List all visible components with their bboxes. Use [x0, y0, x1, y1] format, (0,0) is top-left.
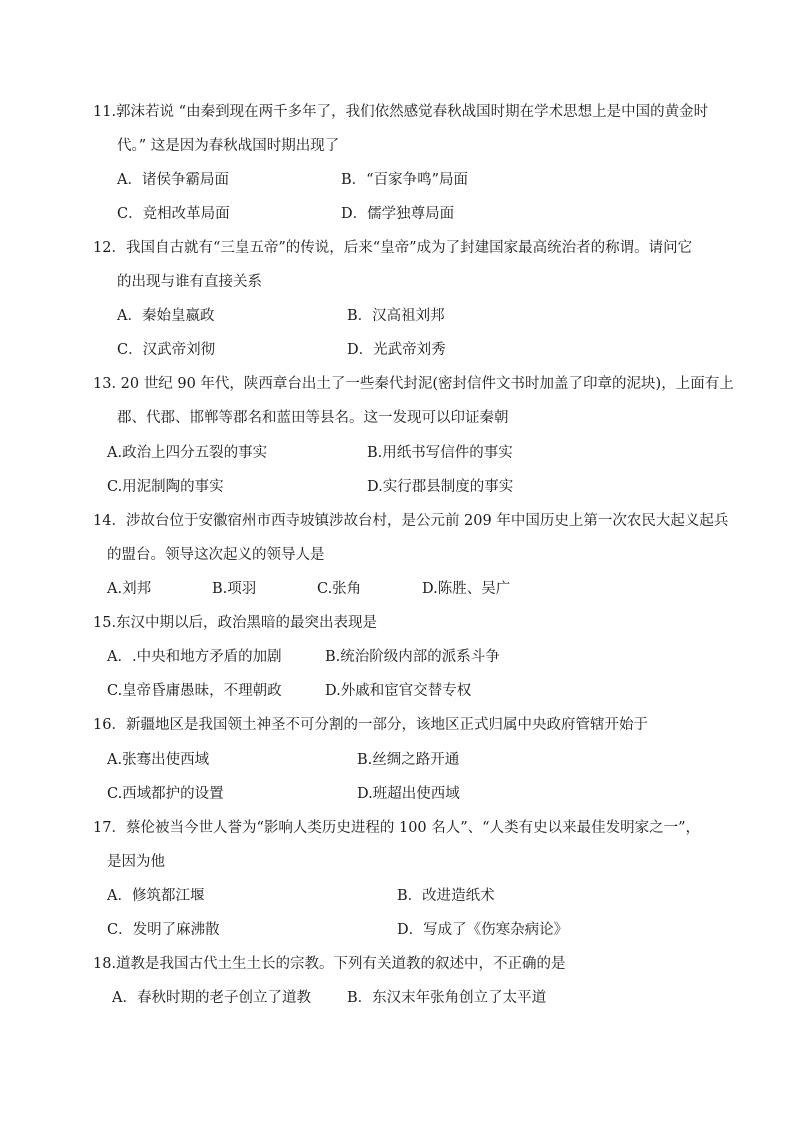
- q17-option-a: A．修筑都江堰: [107, 888, 205, 904]
- q12-option-d: D．光武帝刘秀: [347, 342, 446, 358]
- q15-option-a: A．.中央和地方矛盾的加剧: [107, 649, 282, 665]
- q14-option-d: D.陈胜、吴广: [422, 581, 511, 597]
- q16-option-d: D.班超出使西域: [357, 786, 460, 802]
- q11-option-a: A．诸侯争霸局面: [117, 172, 229, 188]
- q14-option-b: B.项羽: [212, 581, 257, 597]
- q16-option-a: A.张骞出使西域: [107, 752, 210, 768]
- q17-option-d: D．写成了《伤寒杂病论》: [397, 922, 569, 938]
- q14-stem-line1: 14．涉故台位于安徽宿州市西寺坡镇涉故台村，是公元前 209 年中国历史上第一次农民大起义起兵: [93, 513, 729, 529]
- q13-option-d: D.实行郡县制度的事实: [367, 479, 514, 495]
- q15-option-b: B.统治阶级内部的派系斗争: [325, 649, 500, 665]
- q15-stem: 15.东汉中期以后，政治黑暗的最突出表现是: [93, 615, 378, 631]
- q17-option-b: B．改进造纸术: [397, 888, 495, 904]
- q16-option-b: B.丝绸之路开通: [357, 752, 460, 768]
- q14-option-a: A.刘邦: [107, 581, 152, 597]
- q16-stem: 16．新疆地区是我国领土神圣不可分割的一部分，该地区正式归属中央政府管辖开始于: [93, 717, 648, 733]
- q13-option-a: A.政治上四分五裂的事实: [107, 445, 268, 461]
- q12-option-c: C．汉武帝刘彻: [117, 342, 216, 358]
- q11-stem-line1: 11.郭沫若说 “由秦到现在两千多年了，我们依然感觉春秋战国时期在学术思想上是中国的黄金时: [93, 104, 709, 120]
- q12-option-a: A．秦始皇嬴政: [117, 308, 215, 324]
- q13-option-c: C.用泥制陶的事实: [107, 479, 224, 495]
- q13-stem-line1: 13. 20 世纪 90 年代，陕西章台出土了一些秦代封泥(密封信件文书时加盖了印章的泥块)，上面有上: [93, 376, 734, 392]
- q17-option-c: C．发明了麻沸散: [107, 922, 220, 938]
- q11-option-d: D．儒学独尊局面: [341, 206, 455, 222]
- q18-option-a: A．春秋时期的老子创立了道教: [112, 990, 311, 1006]
- q11-option-b: B．“百家争鸣”局面: [341, 172, 468, 188]
- q18-stem: 18.道教是我国古代土生土长的宗教。下列有关道教的叙述中，不正确的是: [93, 956, 566, 972]
- q15-option-d: D.外戚和宦官交替专权: [325, 683, 472, 699]
- q15-option-c: C.皇帝昏庸愚昧，不理朝政: [107, 683, 282, 699]
- q12-stem-line1: 12．我国自古就有“三皇五帝”的传说，后来“皇帝”成为了封建国家最高统治者的称谓。请问它: [93, 240, 693, 256]
- q14-stem-line2: 的盟台。领导这次起义的领导人是: [107, 547, 325, 563]
- q11-option-c: C．竞相改革局面: [117, 206, 230, 222]
- q13-option-b: B.用纸书写信件的事实: [367, 445, 513, 461]
- q17-stem-line2: 是因为他: [107, 854, 165, 870]
- q13-stem-line2: 郡、代郡、邯郸等郡名和蓝田等县名。这一发现可以印证秦朝: [117, 410, 509, 426]
- q18-option-b: B．东汉末年张角创立了太平道: [347, 990, 547, 1006]
- q16-option-c: C.西域都护的设置: [107, 786, 224, 802]
- q11-stem-line2: 代。” 这是因为春秋战国时期出现了: [117, 138, 340, 154]
- q12-option-b: B．汉高祖刘邦: [347, 308, 445, 324]
- q17-stem-line1: 17．蔡伦被当今世人誉为“影响人类历史进程的 100 名人”、“人类有史以来最佳发明家之一”，: [93, 820, 700, 836]
- q14-option-c: C.张角: [317, 581, 362, 597]
- q12-stem-line2: 的出现与谁有直接关系: [117, 274, 262, 290]
